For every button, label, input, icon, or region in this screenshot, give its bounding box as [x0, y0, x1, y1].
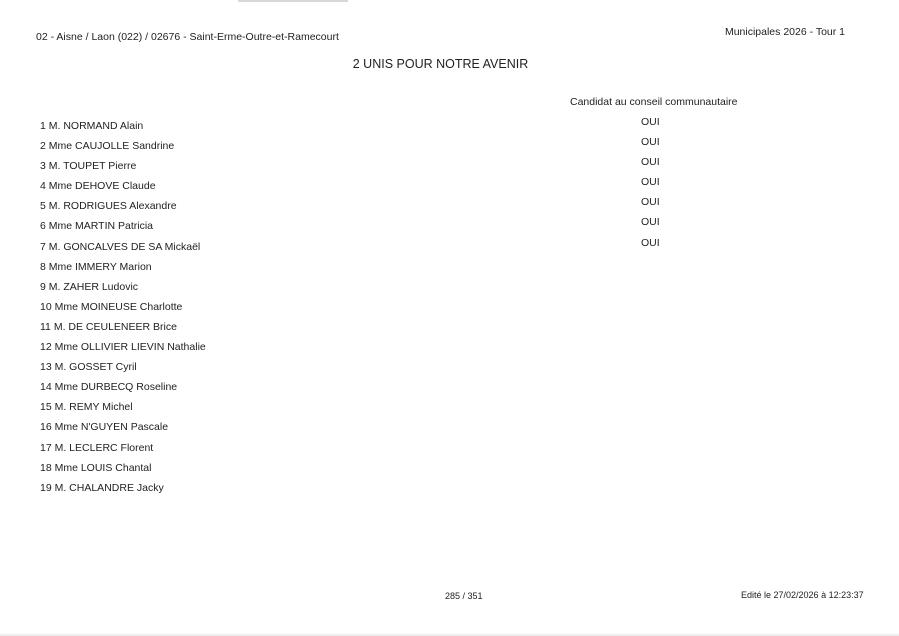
candidate-row — [0, 462, 899, 482]
community-flag: OUI — [641, 116, 660, 128]
candidate-name: 17 M. LECLERC Florent — [40, 441, 154, 454]
candidate-name: 15 M. REMY Michel — [40, 401, 133, 414]
candidate-row — [0, 442, 899, 462]
candidate-name: 12 Mme OLLIVIER LIEVIN Nathalie — [40, 341, 206, 354]
scan-mark — [238, 0, 348, 2]
candidate-row — [0, 341, 899, 361]
candidate-row — [0, 196, 899, 220]
candidate-name: 2 Mme CAUJOLLE Sandrine — [40, 140, 175, 153]
candidate-row — [0, 301, 899, 321]
candidate-name: 8 Mme IMMERY Marion — [40, 260, 152, 273]
header-location: 02 - Aisne / Laon (022) / 02676 - Saint-Erme-Outre-et-Ramecourt — [36, 31, 339, 43]
candidate-name: 13 M. GOSSET Cyril — [40, 361, 137, 374]
candidate-name: 4 Mme DEHOVE Claude — [40, 180, 156, 193]
candidate-name: 3 M. TOUPET Pierre — [40, 160, 137, 173]
candidate-row — [0, 156, 899, 180]
edit-timestamp: Edité le 27/02/2026 à 12:23:37 — [741, 590, 864, 600]
candidate-row — [0, 216, 899, 240]
candidate-name: 9 M. ZAHER Ludovic — [40, 280, 139, 293]
candidate-row — [0, 116, 899, 140]
candidate-row — [0, 401, 899, 421]
candidate-list — [0, 116, 899, 502]
column-header-community: Candidat au conseil communautaire — [570, 96, 738, 108]
candidate-row — [0, 321, 899, 341]
community-flag: OUI — [641, 216, 660, 229]
candidate-row — [0, 281, 899, 301]
candidate-name: 10 Mme MOINEUSE Charlotte — [40, 300, 183, 313]
candidate-name: 7 M. GONCALVES DE SA Mickaël — [40, 240, 201, 253]
candidate-row — [0, 381, 899, 401]
candidate-row — [0, 421, 899, 441]
candidate-name: 1 M. NORMAND Alain — [40, 120, 144, 132]
candidate-name: 14 Mme DURBECQ Roseline — [40, 381, 178, 394]
community-flag: OUI — [641, 136, 660, 149]
header-election: Municipales 2026 - Tour 1 — [724, 26, 845, 38]
candidate-row — [0, 236, 899, 261]
candidate-row — [0, 361, 899, 381]
community-flag: OUI — [641, 236, 660, 249]
candidate-name: 16 Mme N'GUYEN Pascale — [40, 421, 169, 434]
page-number: 285 / 351 — [445, 591, 483, 601]
candidate-name: 11 M. DE CEULENEER Brice — [40, 320, 177, 333]
candidate-name: 18 Mme LOUIS Chantal — [40, 461, 152, 474]
candidate-row — [0, 261, 899, 281]
candidate-name: 19 M. CHALANDRE Jacky — [40, 481, 164, 494]
community-flag: OUI — [641, 176, 660, 189]
community-flag: OUI — [641, 196, 660, 209]
candidate-row — [0, 136, 899, 160]
candidate-name: 6 Mme MARTIN Patricia — [40, 220, 153, 233]
candidate-row — [0, 176, 899, 200]
candidate-name: 5 M. RODRIGUES Alexandre — [40, 200, 177, 213]
list-title: 2 UNIS POUR NOTRE AVENIR — [352, 57, 529, 71]
community-flag: OUI — [641, 156, 660, 169]
candidate-row — [0, 482, 899, 502]
